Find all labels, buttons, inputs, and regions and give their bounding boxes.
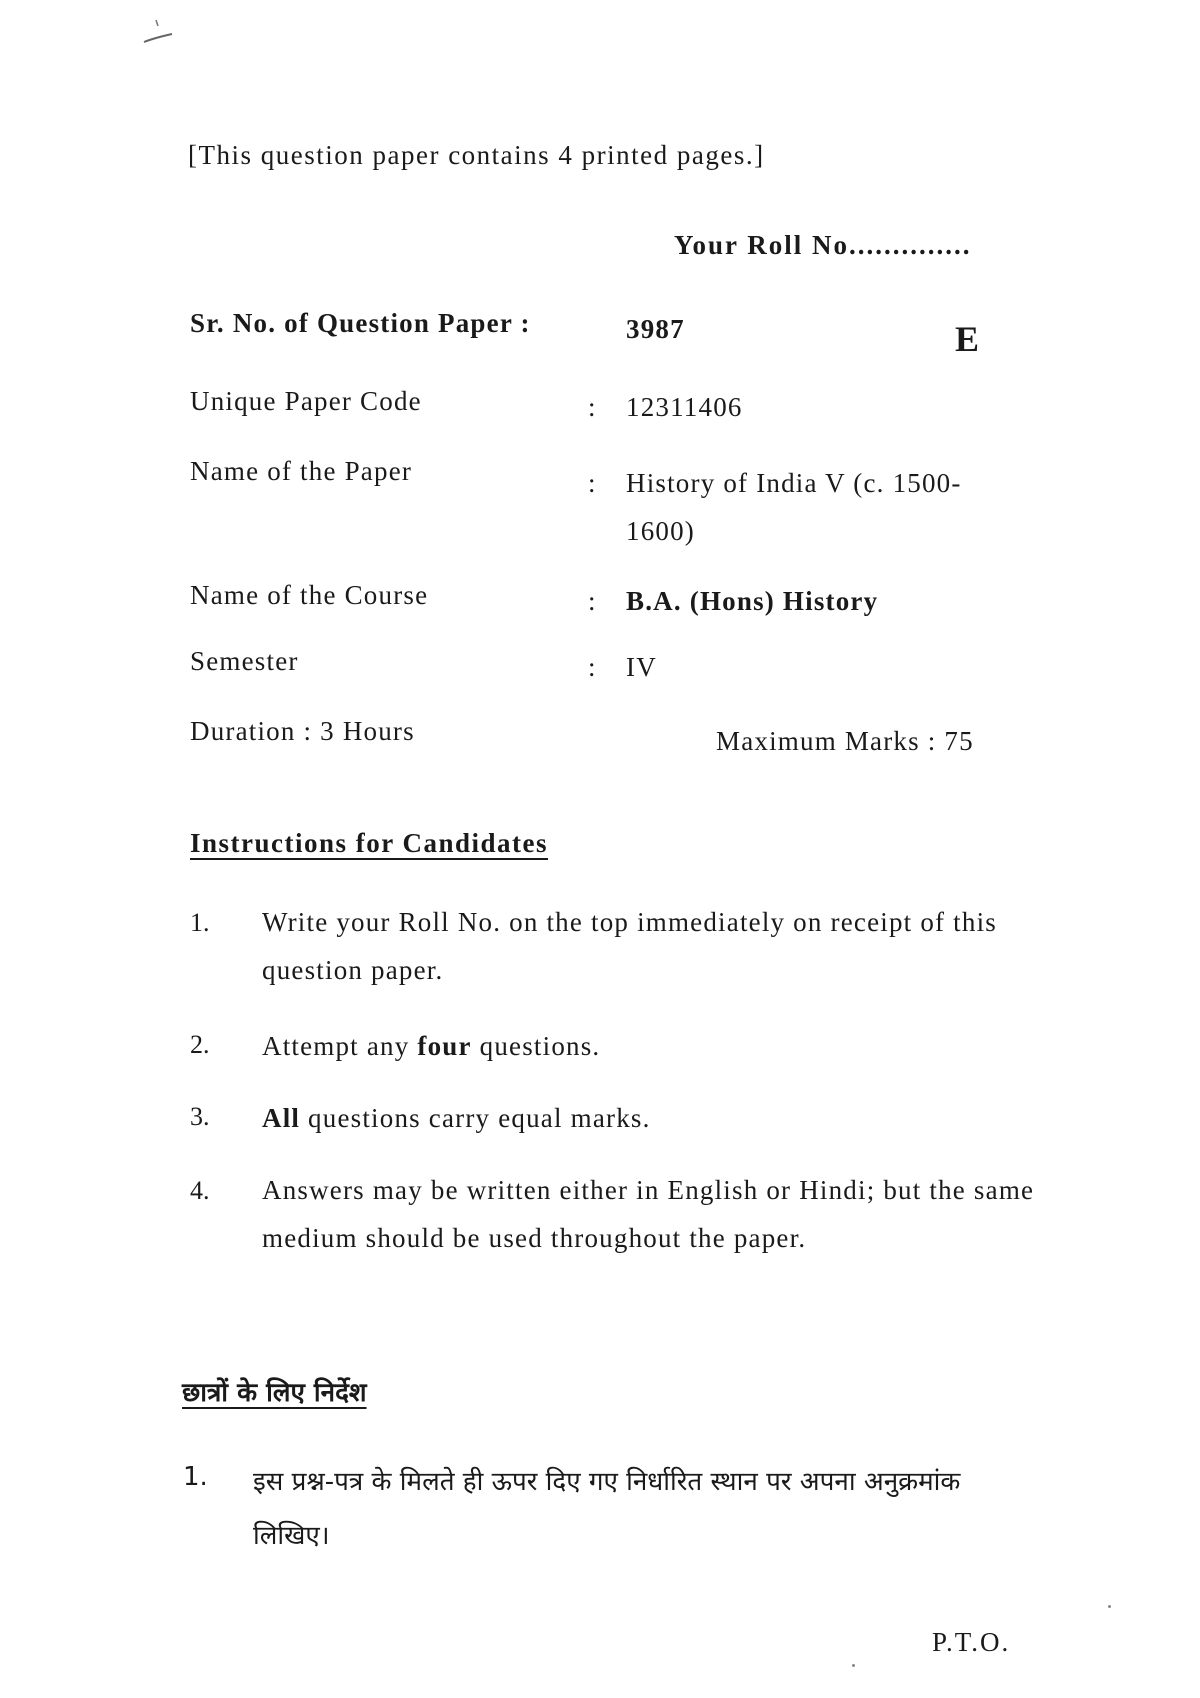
duration: Duration : 3 Hours xyxy=(190,716,415,746)
paper-name-line1: History of India V (c. 1500- xyxy=(626,468,962,498)
course-label: Name of the Course xyxy=(190,580,429,610)
course-value: B.A. (Hons) History xyxy=(626,586,879,616)
pen-mark-icon xyxy=(142,18,182,48)
scan-speck xyxy=(852,1664,855,1667)
hindi-instruction-1-text: इस प्रश्न-पत्र के मिलते ही ऊपर दिए गए निर्धारित स्थान पर अपना अनुक्रमांक लिखिए। xyxy=(253,1467,961,1551)
semester-separator: : xyxy=(588,652,596,682)
upc-separator: : xyxy=(588,392,596,422)
paper-name-separator: : xyxy=(588,468,596,498)
instruction-3-text: All questions carry equal marks. xyxy=(262,1103,651,1133)
instruction-4-text: Answers may be written either in English or Hindi; but the same medium should be used throughout the paper. xyxy=(262,1175,1035,1253)
hindi-instructions-heading: छात्रों के लिए निर्देश xyxy=(182,1378,367,1408)
semester-value: IV xyxy=(626,652,657,682)
instruction-1-number: 1. xyxy=(190,908,210,937)
upc-label: Unique Paper Code xyxy=(190,386,422,416)
semester-label: Semester xyxy=(190,646,299,676)
emphasis-four: four xyxy=(417,1031,472,1061)
scan-speck xyxy=(1108,1605,1111,1608)
instruction-2-number: 2. xyxy=(190,1030,210,1059)
paper-name-line2: 1600) xyxy=(626,516,695,546)
instruction-1-text: Write your Roll No. on the top immediately on receipt of this question paper. xyxy=(262,907,997,985)
instruction-3-number: 3. xyxy=(190,1102,210,1131)
max-marks: Maximum Marks : 75 xyxy=(716,726,974,756)
paper-name-label: Name of the Paper xyxy=(190,456,413,486)
instructions-heading: Instructions for Candidates xyxy=(190,828,549,858)
hindi-instruction-1-number: 1. xyxy=(183,1462,208,1492)
instruction-4-number: 4. xyxy=(190,1176,210,1205)
sr-no-value: 3987 xyxy=(626,314,685,344)
roll-number-field: Your Roll No.............. xyxy=(674,230,972,260)
instruction-2-text: Attempt any four questions. xyxy=(262,1031,601,1061)
emphasis-all: All xyxy=(262,1103,301,1133)
please-turn-over: P.T.O. xyxy=(932,1627,1011,1657)
upc-value: 12311406 xyxy=(626,392,743,422)
set-letter: E xyxy=(955,319,980,359)
course-separator: : xyxy=(588,586,596,616)
page-count-note: [This question paper contains 4 printed pages.] xyxy=(188,140,765,170)
sr-no-label: Sr. No. of Question Paper : xyxy=(190,308,531,338)
